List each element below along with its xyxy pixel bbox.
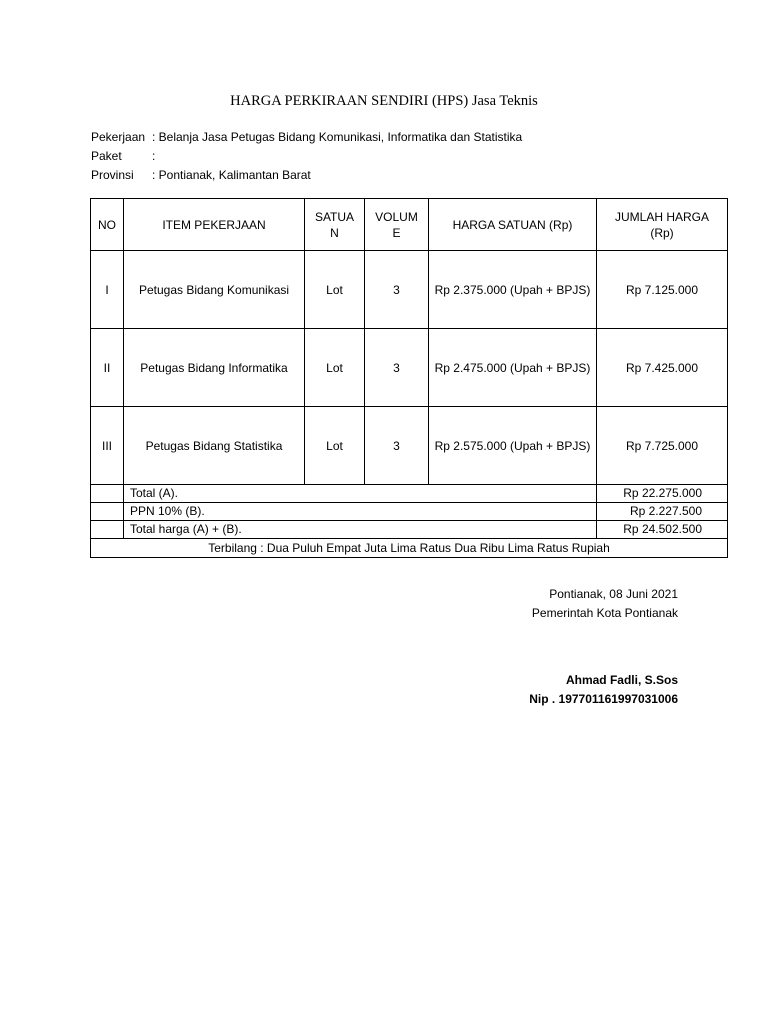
- info-row-paket: [91, 147, 522, 166]
- cell-volume: 3: [365, 407, 429, 485]
- cell-satuan: Lot: [305, 251, 365, 329]
- cell-volume: 3: [365, 251, 429, 329]
- cell-no: I: [91, 251, 124, 329]
- signatory-name: Ahmad Fadli, S.Sos: [565, 673, 678, 687]
- table-row: [91, 329, 728, 407]
- header-satuan: SATUA N: [305, 199, 365, 251]
- signatory: [529, 671, 678, 709]
- table-row: [91, 251, 728, 329]
- header-no: NO: [91, 199, 124, 251]
- header-item: ITEM PEKERJAAN: [124, 199, 305, 251]
- info-label: Paket: [91, 149, 122, 163]
- summary-label: PPN 10% (B).: [124, 503, 597, 521]
- table-header-row: [91, 199, 728, 251]
- cell-item: Petugas Bidang Informatika: [124, 329, 305, 407]
- cell-harga-satuan: Rp 2.375.000 (Upah + BPJS): [429, 251, 597, 329]
- info-row-pekerjaan: [91, 128, 522, 147]
- document-title: HARGA PERKIRAAN SENDIRI (HPS) Jasa Teknis: [230, 93, 538, 109]
- cell-satuan: Lot: [305, 329, 365, 407]
- header-jumlah: JUMLAH HARGA (Rp): [597, 199, 728, 251]
- institution: Pemerintah Kota Pontianak: [531, 606, 678, 620]
- info-label: Provinsi: [91, 168, 134, 182]
- cell-harga-satuan: Rp 2.475.000 (Upah + BPJS): [429, 329, 597, 407]
- header-harga-satuan: HARGA SATUAN (Rp): [429, 199, 597, 251]
- summary-empty-cell: [91, 521, 124, 539]
- cell-item: Petugas Bidang Statistika: [124, 407, 305, 485]
- summary-empty-cell: [91, 485, 124, 503]
- signatory-nip: Nip . 197701161997031006: [529, 692, 678, 706]
- summary-empty-cell: [91, 503, 124, 521]
- summary-label: Total harga (A) + (B).: [124, 521, 597, 539]
- cell-jumlah: Rp 7.425.000: [597, 329, 728, 407]
- info-value: : Belanja Jasa Petugas Bidang Komunikasi, Informatika dan Statistika: [152, 130, 523, 144]
- cell-no: II: [91, 329, 124, 407]
- cell-volume: 3: [365, 329, 429, 407]
- summary-value: Rp 2.227.500: [597, 503, 728, 521]
- cell-item: Petugas Bidang Komunikasi: [124, 251, 305, 329]
- job-info: [91, 128, 522, 185]
- info-label: Pekerjaan: [91, 130, 146, 144]
- summary-value: Rp 24.502.500: [597, 521, 728, 539]
- summary-row-ppn: [91, 503, 728, 521]
- cell-satuan: Lot: [305, 407, 365, 485]
- cell-harga-satuan: Rp 2.575.000 (Upah + BPJS): [429, 407, 597, 485]
- cell-no: III: [91, 407, 124, 485]
- terbilang-row: [91, 539, 728, 558]
- summary-value: Rp 22.275.000: [597, 485, 728, 503]
- summary-row-grand-total: [91, 521, 728, 539]
- place-date: Pontianak, 08 Juni 2021: [549, 587, 678, 601]
- info-value: : Pontianak, Kalimantan Barat: [152, 168, 311, 182]
- cell-jumlah: Rp 7.725.000: [597, 407, 728, 485]
- info-value: :: [152, 149, 156, 163]
- summary-row-total: [91, 485, 728, 503]
- info-row-provinsi: [91, 166, 522, 185]
- hps-table: [90, 198, 728, 558]
- signature-block: [532, 585, 678, 623]
- cell-jumlah: Rp 7.125.000: [597, 251, 728, 329]
- header-volume: VOLUM E: [365, 199, 429, 251]
- table-row: [91, 407, 728, 485]
- summary-label: Total (A).: [124, 485, 597, 503]
- terbilang-text: Terbilang : Dua Puluh Empat Juta Lima Ratus Dua Ribu Lima Ratus Rupiah: [91, 539, 728, 558]
